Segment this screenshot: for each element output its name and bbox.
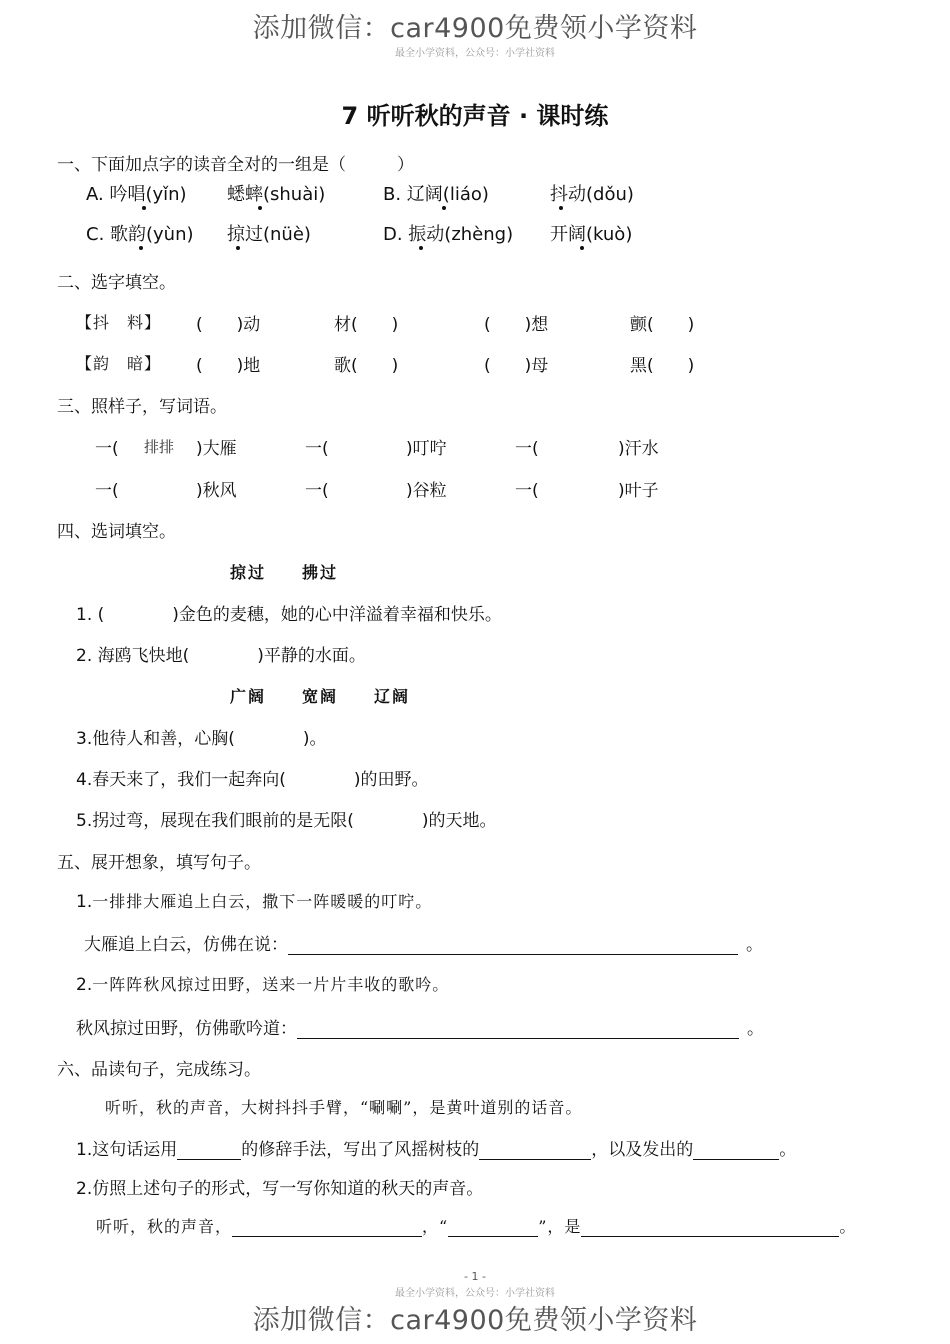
phrase-suffix[interactable]: )叶子 [618, 481, 659, 501]
char-group-label: 【抖 料】 [76, 313, 162, 332]
sentence-2 [76, 972, 449, 995]
q-text: ”，是 [538, 1217, 582, 1236]
phrase-suffix[interactable]: )谷粒 [406, 481, 447, 501]
q-text: ，“ [422, 1217, 449, 1236]
question-5[interactable]: 5.拐过弯，展现在我们眼前的是无限( )的天地。 [76, 811, 497, 831]
sentence-1 [76, 889, 432, 912]
answer-blank[interactable] [693, 1141, 779, 1160]
emphasis-dot [142, 206, 146, 210]
emphasis-dot [139, 246, 143, 250]
answer-line-1[interactable] [84, 930, 763, 955]
section-5-heading: 五、展开想象，填写句子。 [57, 853, 261, 873]
phrase-suffix[interactable]: )叮咛 [406, 439, 447, 459]
page-number: - 1 - [464, 1270, 486, 1283]
question-4[interactable]: 4.春天来了，我们一起奔向( )的田野。 [76, 770, 429, 790]
emphasis-dot [236, 246, 240, 250]
option-b-word2: 抖动(dǒu) [550, 184, 634, 205]
emphasis-dot [580, 246, 584, 250]
question-3[interactable]: 3.他待人和善，心胸( )。 [76, 729, 327, 749]
section-4-heading: 四、选词填空。 [57, 522, 176, 542]
answer-blank[interactable] [581, 1218, 839, 1237]
header-faint-text: 最全小学资料，公众号：小学社资料 [395, 48, 555, 59]
watermark-bottom: 添加微信：car4900免费领小学资料 [252, 1305, 698, 1336]
word-choices: 掠过 拂过 [230, 563, 339, 582]
answer-blank[interactable] [479, 1141, 591, 1160]
answer-prompt: 大雁追上白云，仿佛在说： [84, 935, 288, 955]
word-choices: 广阔 宽阔 辽阔 [230, 687, 411, 706]
blank-item[interactable]: ( )地 [196, 356, 261, 376]
option-c-word2: 掠过(nüè) [227, 224, 311, 245]
blank-item[interactable]: 颤( ) [630, 315, 695, 335]
period: 。 [746, 935, 763, 955]
blank-item[interactable]: 材( ) [334, 315, 399, 335]
phrase-prefix: 一( [515, 439, 539, 459]
char-group-label: 【韵 暗】 [76, 354, 162, 373]
phrase-prefix: 一( [95, 481, 119, 501]
answer-blank[interactable] [232, 1218, 422, 1237]
sentence-text: 一阵阵秋风掠过田野，送来一片片丰收的歌吟。 [92, 975, 450, 994]
sentence-number: 2. [76, 975, 93, 995]
sentence-text: 一排排大雁追上白云，撒下一阵暖暖的叮咛。 [92, 892, 433, 911]
answer-blank[interactable] [448, 1218, 538, 1237]
answer-blank[interactable] [288, 936, 738, 955]
answer-blank[interactable] [177, 1141, 241, 1160]
page-title: 7 听听秋的声音 · 课时练 [341, 102, 609, 130]
q-text: 听听，秋的声音， [96, 1217, 233, 1236]
emphasis-dot [559, 206, 563, 210]
option-c-word1: C. 歌韵(yùn) [86, 224, 194, 245]
emphasis-dot [258, 206, 262, 210]
section-1-heading: 一、下面加点字的读音全对的一组是（ ） [57, 155, 414, 175]
q-text: 。 [839, 1217, 857, 1236]
question-6-1 [76, 1135, 796, 1160]
q-text: 的修辞手法，写出了风摇树枝的 [241, 1140, 480, 1160]
option-b-word1: B. 辽阔(liáo) [383, 184, 489, 205]
phrase-prefix: 一( [515, 481, 539, 501]
question-2[interactable]: 2. 海鸥飞快地( )平静的水面。 [76, 646, 366, 666]
watermark-top: 添加微信：car4900免费领小学资料 [252, 13, 698, 44]
question-6-2: 2.仿照上述句子的形式，写一写你知道的秋天的声音。 [76, 1179, 484, 1199]
answer-line-2[interactable] [76, 1014, 764, 1039]
phrase-suffix: )大雁 [196, 439, 237, 459]
option-a-word1: A. 吟唱(yǐn) [86, 184, 187, 205]
question-1[interactable]: 1. ( )金色的麦穗，她的心中洋溢着幸福和快乐。 [76, 605, 502, 625]
answer-prompt: 秋风掠过田野，仿佛歌吟道： [76, 1019, 297, 1039]
emphasis-dot [442, 206, 446, 210]
phrase-suffix[interactable]: )秋风 [196, 481, 237, 501]
footer-faint-text: 最全小学资料，公众号：小学社资料 [395, 1288, 555, 1299]
reading-quote: 听听，秋的声音，大树抖抖手臂，“唰唰”，是黄叶道别的话音。 [105, 1098, 583, 1117]
option-a-word2: 蟋蟀(shuài) [227, 184, 326, 205]
section-2-heading: 二、选字填空。 [57, 273, 176, 293]
answer-blank[interactable] [297, 1020, 739, 1039]
option-d-word2: 开阔(kuò) [550, 224, 633, 245]
q-text: 。 [779, 1140, 797, 1160]
emphasis-dot [419, 246, 423, 250]
sentence-number: 1. [76, 892, 93, 912]
imitation-line [96, 1214, 856, 1237]
q-text: ，以及发出的 [591, 1140, 694, 1160]
blank-item[interactable]: 黑( ) [630, 356, 695, 376]
section-3-heading: 三、照样子，写词语。 [57, 397, 227, 417]
period: 。 [747, 1019, 764, 1039]
section-6-heading: 六、品读句子，完成练习。 [57, 1060, 261, 1080]
option-d-word1: D. 振动(zhèng) [383, 224, 514, 245]
phrase-prefix: 一( [95, 439, 119, 459]
blank-item[interactable]: 歌( ) [334, 356, 399, 376]
q-text: 1.这句话运用 [76, 1140, 178, 1160]
blank-item[interactable]: ( )动 [196, 315, 261, 335]
example-answer: 排排 [144, 438, 175, 456]
phrase-prefix: 一( [305, 481, 329, 501]
blank-item[interactable]: ( )母 [484, 356, 549, 376]
blank-item[interactable]: ( )想 [484, 315, 549, 335]
phrase-prefix: 一( [305, 439, 329, 459]
phrase-suffix[interactable]: )汗水 [618, 439, 659, 459]
